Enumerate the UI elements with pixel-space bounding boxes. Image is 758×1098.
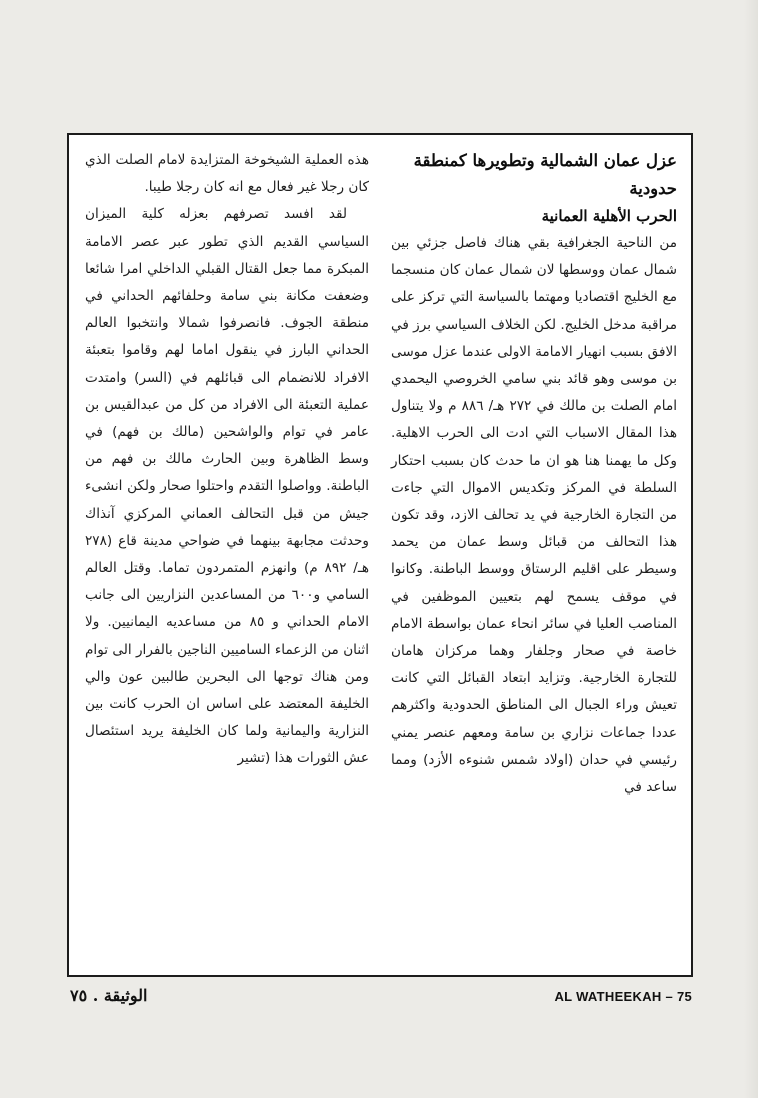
left-column	[85, 147, 369, 773]
right-column	[391, 147, 677, 801]
article-frame	[67, 133, 693, 977]
latin-page-folio: AL WATHEEKAH – 75	[554, 989, 692, 1004]
left-column-paragraph-1: هذه العملية الشيخوخة المتزايدة لامام الصلت الذي كان رجلا غير فعال مع انه كان رجلا طيبا.	[85, 152, 369, 196]
left-column-paragraph-2: لقد افسد تصرفهم بعزله كلية الميزان السياسي القديم الذي تطور عبر عصر الامامة المبكرة مما جعل القتال القبلي الداخلي امرا شائعا وضعفت مكانة بني سامة وحلفائهم الحداني في منطقة الجوف. فانصرفوا شمالا وانتخبوا العالم الحداني البارز في ينقول اماما لهم وقاموا بتعبئة الافراد للانضمام الى قبائلهم في (السر) وامتدت عملية التعبئة الى الافراد من كل من عبدالقيس بن عامر في توام والواشحين (مالك بن فهم) في وسط الظاهرة وبين الحارث مالك بن فهم من الباطنة. وواصلوا التقدم واحتلوا صحار ولكن انشىء جيش من قبل التحالف العماني المركزي آنذاك وحدثت مجابهة بينهما في ضواحي مدينة قاع (٢٧٨ هـ/ ٨٩٢ م) وانهزم المتمردون تماما. وقتل العالم السامي و٦٠٠ من المساعدين النزاريين الى جانب الامام الحداني و ٨٥ من مساعديه اليمانيين. ولا اثنان من الزعماء الساميين الناجين بالفرار الى توام ومن هناك توجها الى البحرين طالبين عون والي الخليفة المعتضد على اساس ان الحرب كانت بين النزارية واليمانية ولما كان الخليفة يريد استئصال عش الثورات هذا (تشير	[85, 206, 370, 767]
article-subheading: الحرب الأهلية العمانية	[541, 207, 677, 225]
right-column-text: من الناحية الجغرافية بقي هناك فاصل جزئي بين شمال عمان ووسطها لان شمال عمان كان منسجما مع الخليج اقتصاديا ومهتما بالسياسة التي تركز على مراقبة مدخل الخليج. لكن الخلاف السياسي برز في الافق بسبب انهيار الامامة الاولى عندما عزل موسى بن موسى وهو قائد بني سامي الخروصي اليحمدي امام الصلت بن مالك في ٢٧٢ هـ/ ٨٨٦ م ولا يتناول هذا المقال الاسباب التي ادت الى الحرب الاهلية. وكل ما يهمنا هنا هو ان ما حدث كان بسبب احتكار السلطة في المركز وتكديس الاموال التي جاءت من التجارة الخارجية في يد تحالف الازد، وقد تكون هذا التحالف من قبائل وسط عمان من يحمد وسيطر على اقليم الرستاق ووسط الباطنة. وكانوا في موقف يسمح لهم بتعيين الموظفين في المناصب العليا في سائر انحاء عمان بواسطة الامام خاصة في صحار وجلفار وهما مركزان هامان للتجارة الخارجية. وتزايد ابتعاد القبائل التي كانت تعيش وراء الجبال الى المناطق الحدودية واكثرهم عددا جماعات نزاري بن سامة ومعهم عنصر يمني رئيسي في حدان (اولاد شمس شنوءه الأزد) ومما ساعد في	[391, 235, 678, 796]
article-headline: عزل عمان الشمالية وتطويرها كمنطقة حدودية	[413, 151, 677, 198]
page-edge	[744, 0, 758, 1098]
arabic-page-folio: الوثيقة . ٧٥	[70, 986, 148, 1005]
